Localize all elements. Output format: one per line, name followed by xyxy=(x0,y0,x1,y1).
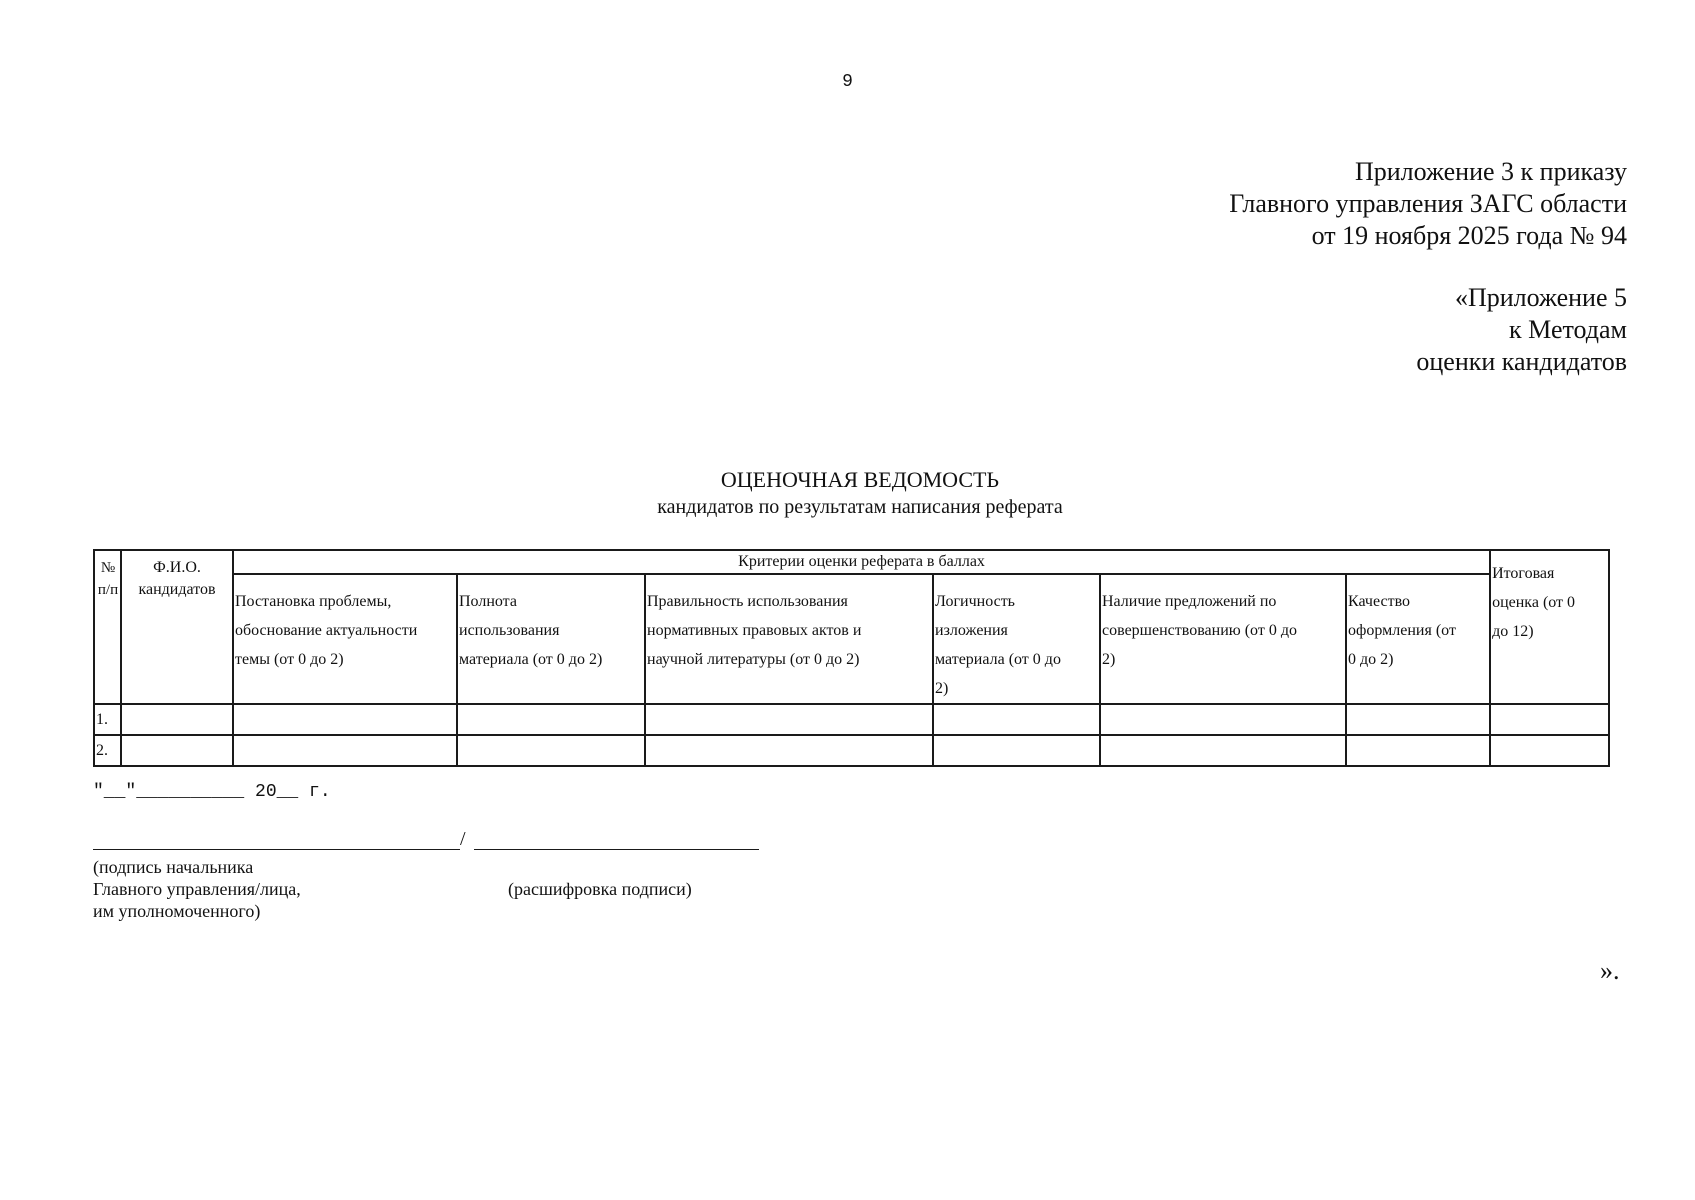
score-cell[interactable] xyxy=(233,735,457,766)
header-candidate-name-line: Ф.И.О. xyxy=(153,559,201,576)
criterion-line: изложения xyxy=(935,622,1008,639)
score-cell[interactable] xyxy=(645,704,933,735)
criterion-line: темы (от 0 до 2) xyxy=(235,651,344,668)
criterion-line: 0 до 2) xyxy=(1348,651,1394,668)
signature-label-line: Главного управления/лица, xyxy=(93,879,301,899)
criterion-line: Полнота xyxy=(459,593,517,610)
candidate-name-cell[interactable] xyxy=(121,704,233,735)
score-cell[interactable] xyxy=(1346,704,1490,735)
table-row xyxy=(94,704,1609,735)
header-number-line: № xyxy=(100,560,116,576)
header-number xyxy=(94,550,121,704)
document-title: ОЦЕНОЧНАЯ ВЕДОМОСТЬ xyxy=(720,467,1000,492)
score-cell[interactable] xyxy=(1346,735,1490,766)
total-score-cell[interactable] xyxy=(1490,735,1609,766)
score-cell[interactable] xyxy=(933,704,1100,735)
header-candidate-name xyxy=(121,550,233,704)
score-cell[interactable] xyxy=(1100,735,1346,766)
criterion-line: нормативных правовых актов и xyxy=(647,622,862,639)
methods-appendix-line: оценки кандидатов xyxy=(1416,347,1627,376)
criterion-material-completeness xyxy=(457,574,645,704)
criterion-line: научной литературы (от 0 до 2) xyxy=(647,651,860,668)
order-appendix-line: Приложение 3 к приказу xyxy=(1354,157,1627,186)
row-number: 1. xyxy=(94,704,121,735)
score-cell[interactable] xyxy=(1100,704,1346,735)
methods-appendix-line: «Приложение 5 xyxy=(1454,283,1627,312)
signature-decoding-line xyxy=(474,849,759,850)
score-cell[interactable] xyxy=(233,704,457,735)
candidate-name-cell[interactable] xyxy=(121,735,233,766)
signature-separator: / xyxy=(460,828,466,850)
grading-sheet-table xyxy=(93,549,1610,767)
header-total-line: оценка (от 0 xyxy=(1492,594,1576,611)
document-subtitle: кандидатов по результатам написания реферата xyxy=(657,496,1063,518)
score-cell[interactable] xyxy=(457,735,645,766)
criterion-legal-acts-usage xyxy=(645,574,933,704)
criterion-line: материала (от 0 до 2) xyxy=(459,651,603,668)
criterion-line: Наличие предложений по xyxy=(1102,593,1277,610)
criterion-line: совершенствованию (от 0 до xyxy=(1102,622,1297,639)
methods-appendix-line: к Методам xyxy=(1509,315,1627,344)
criterion-line: обоснование актуальности xyxy=(235,622,418,639)
order-appendix-line: Главного управления ЗАГС области xyxy=(1229,189,1627,218)
row-number: 2. xyxy=(94,735,121,766)
signature-decoding-label: (расшифровка подписи) xyxy=(508,879,692,899)
page-number: 9 xyxy=(842,72,853,92)
criterion-line: Качество xyxy=(1348,593,1411,610)
header-criteria-group: Критерии оценки реферата в баллах xyxy=(233,550,1490,574)
header-candidate-name-line: кандидатов xyxy=(138,581,216,598)
criterion-logical-presentation xyxy=(933,574,1100,704)
header-number-line: п/п xyxy=(97,582,119,598)
header-total-line: до 12) xyxy=(1492,623,1534,640)
signature-line xyxy=(93,849,460,850)
signature-label-line: им уполномоченного) xyxy=(93,901,261,921)
table-row xyxy=(94,735,1609,766)
score-cell[interactable] xyxy=(645,735,933,766)
header-total-score xyxy=(1490,550,1609,704)
criterion-line: Правильность использования xyxy=(647,593,848,610)
total-score-cell[interactable] xyxy=(1490,704,1609,735)
closing-quote: ». xyxy=(1600,956,1620,985)
methods-appendix-reference xyxy=(1416,282,1627,378)
criterion-problem-statement xyxy=(233,574,457,704)
criterion-line: оформления (от xyxy=(1348,622,1456,639)
criterion-line: использования xyxy=(459,622,560,639)
criterion-line: 2) xyxy=(1102,651,1116,668)
criterion-line: Логичность xyxy=(935,593,1015,610)
score-cell[interactable] xyxy=(933,735,1100,766)
criterion-improvement-proposals xyxy=(1100,574,1346,704)
order-appendix-reference xyxy=(1229,156,1627,252)
criterion-formatting-quality xyxy=(1346,574,1490,704)
signature-label xyxy=(93,856,301,922)
order-appendix-line: от 19 ноября 2025 года № 94 xyxy=(1311,221,1627,250)
date-line: "__"__________ 20__ г. xyxy=(93,782,331,802)
criterion-line: Постановка проблемы, xyxy=(235,593,392,610)
criterion-line: материала (от 0 до xyxy=(935,651,1061,668)
header-total-line: Итоговая xyxy=(1492,565,1555,582)
criterion-line: 2) xyxy=(935,680,949,697)
signature-label-line: (подпись начальника xyxy=(93,857,254,877)
score-cell[interactable] xyxy=(457,704,645,735)
